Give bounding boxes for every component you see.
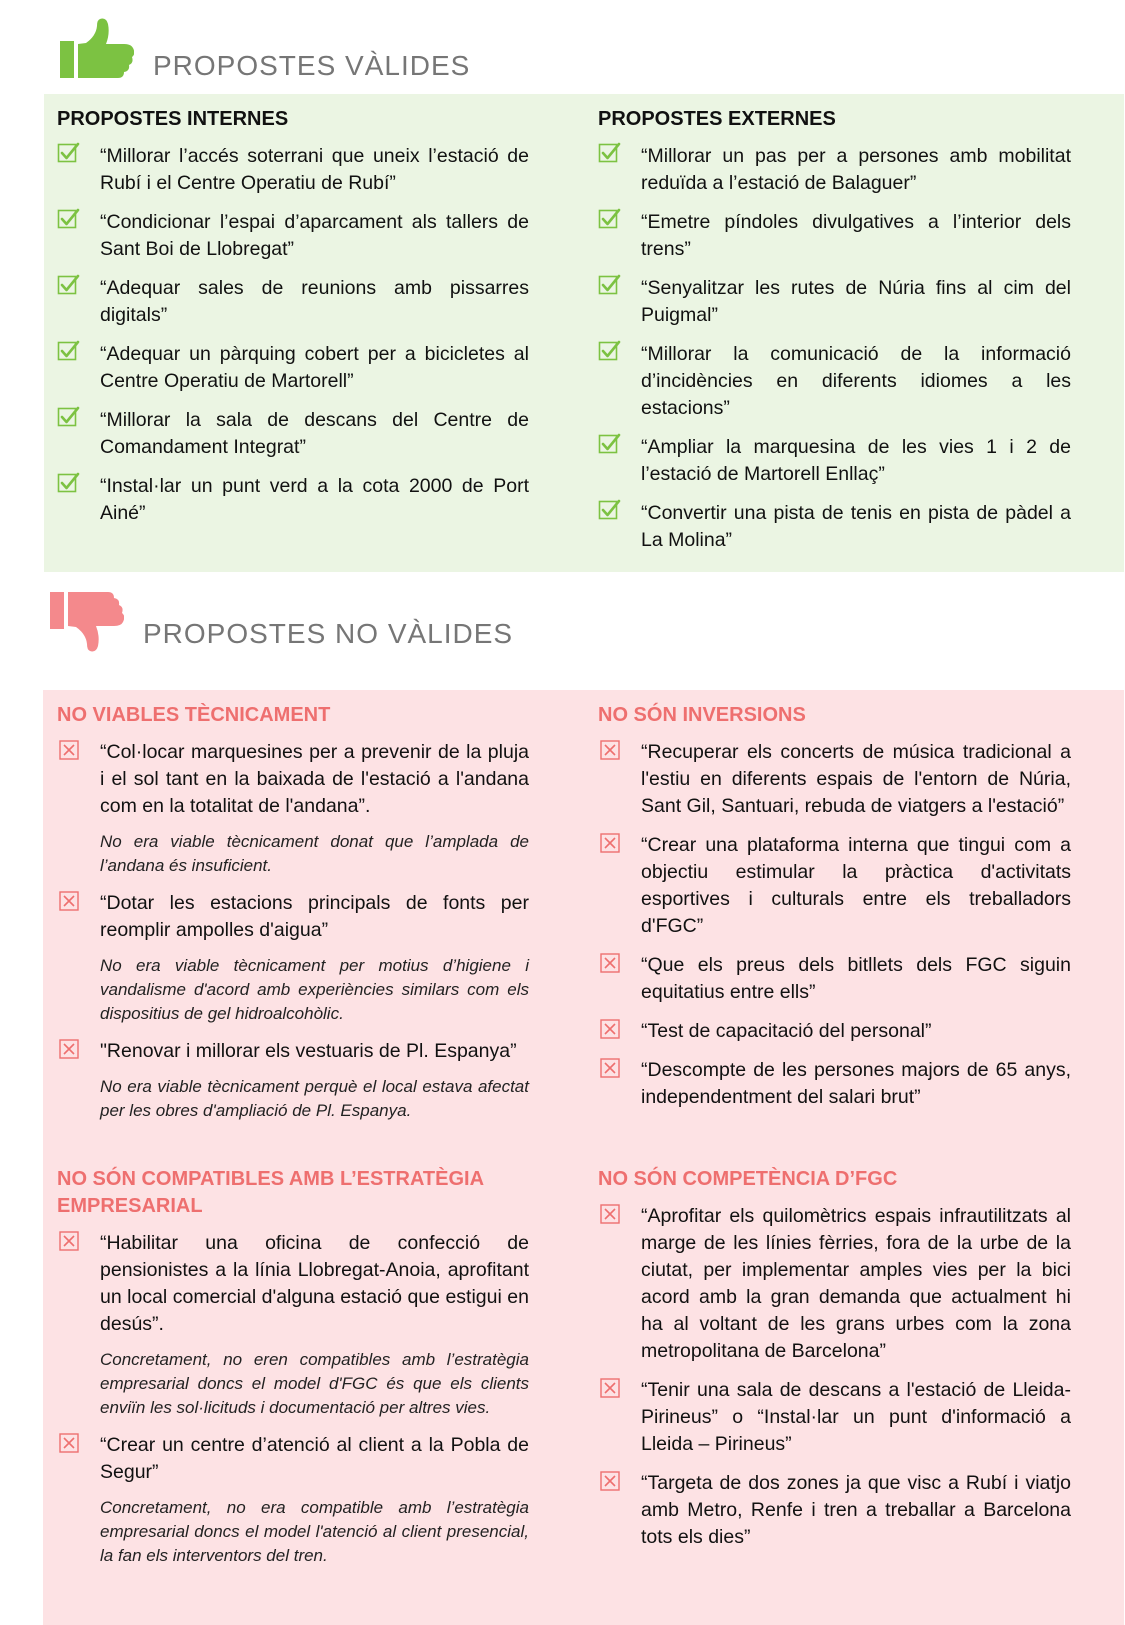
checkbox-checked-icon xyxy=(57,207,81,231)
not-compatible-strategy-list xyxy=(57,1230,529,1568)
proposal-text: “Instal·lar un punt verd a la cota 2000 de Port Ainé” xyxy=(100,475,529,524)
checkbox-checked-icon xyxy=(598,432,622,456)
list-item xyxy=(598,1377,1071,1458)
list-item xyxy=(598,1470,1071,1551)
invalid-section-title: PROPOSTES NO VÀLIDES xyxy=(143,618,514,649)
proposal-text: “Que els preus dels bitllets dels FGC siguin equitatius entre ells” xyxy=(641,954,1071,1003)
checkbox-checked-icon xyxy=(57,471,81,495)
proposal-text: “Millorar la sala de descans del Centre de Comandament Integrat” xyxy=(100,409,529,458)
proposal-text: “Millorar un pas per a persones amb mobilitat reduïda a l’estació de Balaguer” xyxy=(641,145,1071,194)
checkbox-checked-icon xyxy=(57,141,81,165)
checkbox-checked-icon xyxy=(598,339,622,363)
not-investments-column xyxy=(598,702,1071,1123)
checkbox-crossed-icon xyxy=(59,891,79,911)
proposal-text: “Crear un centre d’atenció al client a la Pobla de Segur” xyxy=(100,1434,529,1483)
list-item xyxy=(598,1057,1071,1111)
checkbox-crossed-icon xyxy=(600,1471,620,1491)
checkbox-crossed-icon xyxy=(600,953,620,973)
checkbox-checked-icon xyxy=(598,141,622,165)
valid-section-title: PROPOSTES VÀLIDES xyxy=(153,50,471,81)
list-item xyxy=(57,407,529,461)
valid-proposals-panel xyxy=(44,94,1124,572)
proposal-text: “Tenir una sala de descans a l'estació de Lleida-Pirineus” o “Instal·lar un punt d'informació a Lleida – Pirineus” xyxy=(641,1379,1071,1455)
rejection-reason: Concretament, no eren compatibles amb l’estratègia empresarial doncs el model d'FGC és que els clients enviïn les sol·licituds i documentació per altres vies. xyxy=(100,1350,529,1417)
proposal-text: “Col·locar marquesines per a prevenir de la pluja i el sol tant en la baixada de l'estació a l'andana com en la totalitat de l'andana”. xyxy=(100,741,529,817)
proposal-text: “Adequar sales de reunions amb pissarres digitals” xyxy=(100,277,529,326)
checkbox-crossed-icon xyxy=(59,1433,79,1453)
proposal-text: “Recuperar els concerts de música tradicional a l'estiu en diferents espais de l'entorn de Núria, Sant Gil, Santuari, rebuda de viatgers a l'estació” xyxy=(641,741,1071,817)
proposal-text: “Millorar l’accés soterrani que uneix l’estació de Rubí i el Centre Operatiu de Rubí” xyxy=(100,145,529,194)
checkbox-checked-icon xyxy=(598,207,622,231)
list-item xyxy=(57,1038,529,1123)
proposal-text: “Habilitar una oficina de confecció de pensionistes a la línia Llobregat-Anoia, aprofitant un local comercial d'alguna estació que estigui en desús”. xyxy=(100,1232,529,1335)
list-item xyxy=(598,500,1071,554)
internal-proposals-heading: PROPOSTES INTERNES xyxy=(57,108,289,130)
list-item xyxy=(598,1018,1071,1045)
list-item xyxy=(57,1230,529,1420)
proposal-text: “Senyalitzar les rutes de Núria fins al cim del Puigmal” xyxy=(641,277,1071,326)
not-viable-technically-column xyxy=(57,702,529,1135)
checkbox-checked-icon xyxy=(598,273,622,297)
proposal-text: “Convertir una pista de tenis en pista de pàdel a La Molina” xyxy=(641,502,1071,551)
proposal-text: “Aprofitar els quilomètrics espais infrautilitzats al marge de les línies fèrries, fora de la urbe de la ciutat, per implementar amples vies per la bici acord amb la gran demanda que actualment hi ha al voltant de les grans urbes com la zona metropolitana de Barcelona” xyxy=(641,1205,1071,1362)
proposal-text: “Dotar les estacions principals de fonts per reomplir ampolles d'aigua” xyxy=(100,892,529,941)
rejection-reason: No era viable tècnicament per motius d’higiene i vandalisme d'acord amb experiències similars com els dispositius de gel hidroalcohòlic. xyxy=(100,956,529,1023)
list-item xyxy=(57,275,529,329)
checkbox-crossed-icon xyxy=(600,1058,620,1078)
proposal-text: “Adequar un pàrquing cobert per a bicicletes al Centre Operatiu de Martorell” xyxy=(100,343,529,392)
not-fgc-competence-heading: NO SÓN COMPETÈNCIA D’FGC xyxy=(598,1168,898,1190)
rejection-reason: No era viable tècnicament donat que l’amplada de l’andana és insuficient. xyxy=(100,832,529,875)
not-fgc-competence-list xyxy=(598,1203,1071,1551)
internal-proposals-column xyxy=(57,106,529,539)
checkbox-crossed-icon xyxy=(59,740,79,760)
proposal-text: "Renovar i millorar els vestuaris de Pl. Espanya” xyxy=(100,1040,517,1062)
external-proposals-column xyxy=(598,106,1071,566)
checkbox-checked-icon xyxy=(598,498,622,522)
checkbox-crossed-icon xyxy=(600,1378,620,1398)
not-compatible-strategy-column xyxy=(57,1166,529,1580)
checkbox-crossed-icon xyxy=(600,1019,620,1039)
not-viable-technically-heading: NO VIABLES TÈCNICAMENT xyxy=(57,704,331,726)
not-compatible-strategy-heading: NO SÓN COMPATIBLES AMB L’ESTRATÈGIA EMPRESARIAL xyxy=(57,1168,484,1217)
proposal-text: “Ampliar la marquesina de les vies 1 i 2 de l’estació de Martorell Enllaç” xyxy=(641,436,1071,485)
list-item xyxy=(598,275,1071,329)
not-fgc-competence-column xyxy=(598,1166,1071,1563)
checkbox-crossed-icon xyxy=(59,1039,79,1059)
list-item xyxy=(57,143,529,197)
list-item xyxy=(598,209,1071,263)
proposal-text: “Emetre píndoles divulgatives a l’interior dels trens” xyxy=(641,211,1071,260)
not-investments-heading: NO SÓN INVERSIONS xyxy=(598,704,806,726)
list-item xyxy=(598,832,1071,940)
checkbox-crossed-icon xyxy=(600,740,620,760)
list-item xyxy=(57,890,529,1026)
list-item xyxy=(57,341,529,395)
list-item xyxy=(57,473,529,527)
not-viable-technically-list xyxy=(57,739,529,1123)
checkbox-checked-icon xyxy=(57,405,81,429)
not-investments-list xyxy=(598,739,1071,1111)
proposal-text: “Condicionar l’espai d’aparcament als tallers de Sant Boi de Llobregat” xyxy=(100,211,529,260)
list-item xyxy=(598,143,1071,197)
external-proposals-heading: PROPOSTES EXTERNES xyxy=(598,108,836,130)
thumbs-down-icon xyxy=(48,590,124,656)
proposal-text: “Millorar la comunicació de la informació d’incidències en diferents idiomes a les estacions” xyxy=(641,343,1071,419)
list-item xyxy=(598,739,1071,820)
internal-proposals-list xyxy=(57,143,529,527)
thumbs-up-icon xyxy=(58,16,134,80)
list-item xyxy=(57,209,529,263)
invalid-proposals-panel xyxy=(43,690,1124,1625)
checkbox-checked-icon xyxy=(57,339,81,363)
list-item xyxy=(598,1203,1071,1365)
proposal-text: “Crear una plataforma interna que tingui com a objectiu estimular la pràctica d'activitats esportives i culturals entre els treballadors d'FGC” xyxy=(641,834,1071,937)
list-item xyxy=(57,1432,529,1568)
checkbox-crossed-icon xyxy=(600,833,620,853)
list-item xyxy=(598,341,1071,422)
rejection-reason: Concretament, no era compatible amb l’estratègia empresarial doncs el model l'atenció al client presencial, la fan els interventors del tren. xyxy=(100,1498,529,1565)
proposal-text: “Descompte de les persones majors de 65 anys, independentment del salari brut” xyxy=(641,1059,1071,1108)
proposal-text: “Test de capacitació del personal” xyxy=(641,1020,932,1042)
list-item xyxy=(598,434,1071,488)
rejection-reason: No era viable tècnicament perquè el local estava afectat per les obres d'ampliació de Pl. Espanya. xyxy=(100,1077,529,1120)
checkbox-checked-icon xyxy=(57,273,81,297)
external-proposals-list xyxy=(598,143,1071,554)
list-item xyxy=(57,739,529,878)
checkbox-crossed-icon xyxy=(59,1231,79,1251)
proposal-text: “Targeta de dos zones ja que visc a Rubí i viatjo amb Metro, Renfe i tren a treballar a Barcelona tots els dies” xyxy=(641,1472,1071,1548)
checkbox-crossed-icon xyxy=(600,1204,620,1224)
list-item xyxy=(598,952,1071,1006)
